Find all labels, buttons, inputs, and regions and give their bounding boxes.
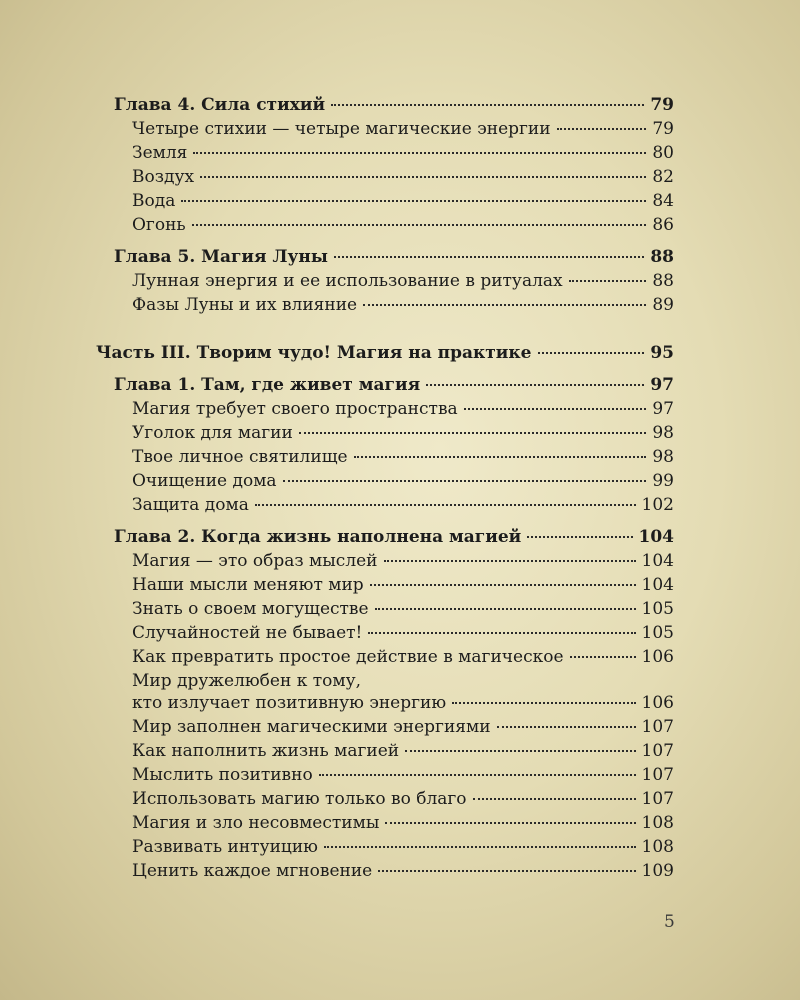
dot-leader: [569, 280, 647, 282]
toc-entry-page: 106: [641, 647, 674, 667]
toc-entry-title: Наши мысли меняют мир: [132, 575, 364, 595]
toc-entry-page: 88: [652, 271, 674, 291]
toc-section[interactable]: [132, 860, 674, 882]
toc-entry-title: Вода: [132, 191, 176, 211]
toc-entry-title: кто излучает позитивную энергию: [132, 693, 447, 713]
dot-leader: [527, 536, 632, 538]
toc-entry-page: 107: [641, 789, 674, 809]
toc-entry-title: Глава 4. Сила стихий: [114, 95, 326, 115]
toc-section[interactable]: [132, 422, 674, 444]
toc-entry-title: Глава 1. Там, где живет магия: [114, 375, 421, 395]
dot-leader: [334, 256, 644, 258]
toc-entry-title: Часть III. Творим чудо! Магия на практике: [96, 343, 532, 363]
toc-entry-page: 108: [641, 837, 674, 857]
toc-entry-title: Защита дома: [132, 495, 249, 515]
toc-section[interactable]: [132, 622, 674, 644]
toc-entry-page: 108: [641, 813, 674, 833]
toc-section[interactable]: [132, 142, 674, 164]
dot-leader: [193, 152, 646, 154]
toc-entry-title: Огонь: [132, 215, 186, 235]
toc-section[interactable]: [132, 646, 674, 668]
toc-entry-title: Ценить каждое мгновение: [132, 861, 373, 881]
toc-part-3[interactable]: [96, 342, 674, 364]
toc-entry-title: Земля: [132, 143, 188, 163]
dot-leader: [283, 480, 647, 482]
toc-entry-title: Магия и зло несовместимы: [132, 813, 380, 833]
toc-section[interactable]: [132, 190, 674, 212]
toc-chapter-5[interactable]: [114, 246, 674, 268]
toc-entry-page: 97: [650, 375, 674, 395]
toc-entry-title: Как превратить простое действие в магическое: [132, 647, 564, 667]
toc-section[interactable]: [132, 574, 674, 596]
dot-leader: [363, 304, 646, 306]
toc-entry-page: 104: [641, 551, 674, 571]
dot-leader: [426, 384, 644, 386]
dot-leader: [331, 104, 644, 106]
toc-chapter-4[interactable]: [114, 94, 674, 116]
toc-entry-title: Уголок для магии: [132, 423, 293, 443]
toc-entry-page: 107: [641, 717, 674, 737]
toc-entry-page: 104: [638, 527, 674, 547]
dot-leader: [368, 632, 635, 634]
toc-entry-page: 105: [641, 599, 674, 619]
toc-entry-page: 107: [641, 741, 674, 761]
toc-section[interactable]: [132, 716, 674, 738]
toc-section[interactable]: [132, 294, 674, 316]
dot-leader: [385, 822, 635, 824]
toc-section[interactable]: [132, 470, 674, 492]
toc-entry-title: Четыре стихии — четыре магические энергии: [132, 119, 551, 139]
dot-leader: [378, 870, 635, 872]
toc-entry-page: 105: [641, 623, 674, 643]
toc-entry-page: 88: [650, 247, 674, 267]
toc-entry-page: 80: [652, 143, 674, 163]
toc-section[interactable]: [132, 788, 674, 810]
dot-leader: [255, 504, 636, 506]
toc-entry-title: Фазы Луны и их влияние: [132, 295, 358, 315]
toc-section[interactable]: [132, 398, 674, 420]
toc-entry-page: 97: [652, 399, 674, 419]
toc-entry-page: 109: [641, 861, 674, 881]
toc-entry-page: 98: [652, 447, 674, 467]
toc-section[interactable]: [132, 494, 674, 516]
dot-leader: [192, 224, 647, 226]
dot-leader: [200, 176, 646, 178]
toc-section[interactable]: [132, 270, 674, 292]
toc-entry-page: 99: [652, 471, 674, 491]
toc-entry-page: 104: [641, 575, 674, 595]
toc-entry-title: Воздух: [132, 167, 195, 187]
dot-leader: [570, 656, 636, 658]
dot-leader: [557, 128, 647, 130]
toc-entry-page: 107: [641, 765, 674, 785]
toc-entry-title: Лунная энергия и ее использование в ритуалах: [132, 271, 563, 291]
toc-entry-page: 95: [650, 343, 674, 363]
toc-entry-title: Мыслить позитивно: [132, 765, 313, 785]
toc-entry-page: 86: [652, 215, 674, 235]
toc-entry-page: 79: [652, 119, 674, 139]
toc-entry-title: Очищение дома: [132, 471, 277, 491]
toc-entry-page: 106: [641, 693, 674, 713]
dot-leader: [497, 726, 636, 728]
dot-leader: [375, 608, 636, 610]
toc-section[interactable]: [132, 166, 674, 188]
toc-entry-title: Знать о своем могуществе: [132, 599, 369, 619]
toc-entry-page: 84: [652, 191, 674, 211]
toc-entry-page: 79: [650, 95, 674, 115]
dot-leader: [473, 798, 636, 800]
toc-entry-title: Магия требует своего пространства: [132, 399, 458, 419]
dot-leader: [452, 702, 635, 704]
toc-entry-title: Магия — это образ мыслей: [132, 551, 378, 571]
toc-entry-title: Глава 2. Когда жизнь наполнена магией: [114, 527, 522, 547]
dot-leader: [464, 408, 647, 410]
dot-leader: [370, 584, 636, 586]
toc-section-title-line: Мир дружелюбен к тому,: [132, 671, 362, 691]
dot-leader: [319, 774, 636, 776]
toc-section[interactable]: [132, 550, 674, 572]
dot-leader: [354, 456, 647, 458]
toc-section[interactable]: [132, 764, 674, 786]
toc-entry-title: Твое личное святилище: [132, 447, 348, 467]
page-number: 5: [664, 912, 675, 932]
toc-section[interactable]: [132, 214, 674, 236]
toc-section[interactable]: [132, 598, 674, 620]
toc-entry-title: Использовать магию только во благо: [132, 789, 467, 809]
dot-leader: [384, 560, 636, 562]
dot-leader: [405, 750, 635, 752]
toc-entry-page: 82: [652, 167, 674, 187]
toc-section[interactable]: [132, 836, 674, 858]
toc-entry-page: 89: [652, 295, 674, 315]
toc-section[interactable]: [132, 446, 674, 468]
dot-leader: [324, 846, 636, 848]
toc-chapter-2[interactable]: [114, 526, 674, 548]
toc-section[interactable]: [132, 812, 674, 834]
toc-entry-title: Мир заполнен магическими энергиями: [132, 717, 491, 737]
dot-leader: [181, 200, 646, 202]
toc-entry-page: 98: [652, 423, 674, 443]
toc-chapter-1[interactable]: [114, 374, 674, 396]
toc-entry-title: Развивать интуицию: [132, 837, 318, 857]
toc-section[interactable]: [132, 740, 674, 762]
toc-entry-title: Случайностей не бывает!: [132, 623, 363, 643]
toc-entry-title: Глава 5. Магия Луны: [114, 247, 328, 267]
toc-entry-page: 102: [641, 495, 674, 515]
toc-section[interactable]: [132, 118, 674, 140]
dot-leader: [538, 352, 645, 354]
toc-section[interactable]: [132, 692, 674, 714]
dot-leader: [299, 432, 647, 434]
toc-entry-title: Как наполнить жизнь магией: [132, 741, 400, 761]
